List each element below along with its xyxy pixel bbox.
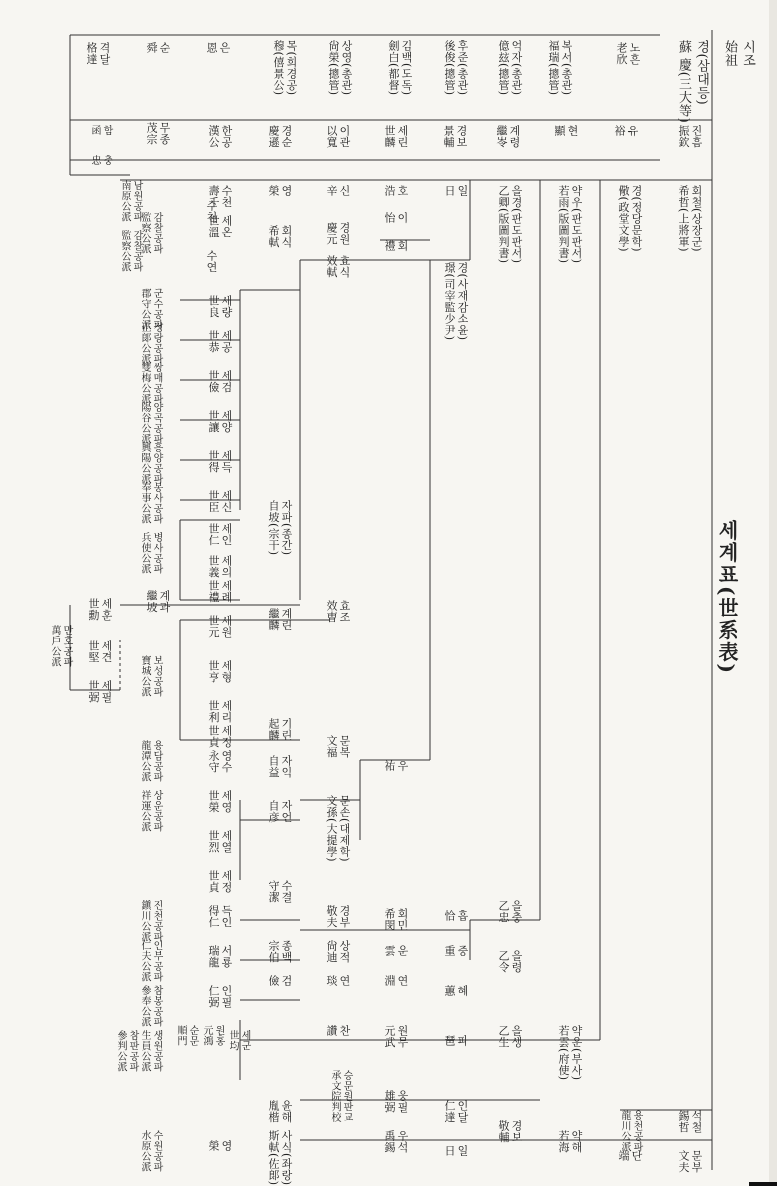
misc-node: 世堅	[87, 640, 100, 663]
misc-node: 世榮	[207, 790, 220, 813]
second-row-item: 振欽	[677, 125, 690, 148]
branch-clan: 군수공파	[151, 288, 162, 330]
top-row-item: 老欣	[615, 42, 628, 65]
misc-branch: 진천공파	[151, 900, 162, 942]
branch-clan: 雙梅公派	[139, 362, 150, 404]
misc-node: 文福	[325, 735, 338, 758]
top-row-item: 목(희경공)	[285, 40, 298, 96]
third-row-item: 회철(상장군)	[690, 185, 703, 253]
misc-node: 영	[220, 1140, 233, 1152]
misc-node: 연	[338, 975, 351, 987]
second-row-item: 忠	[89, 155, 100, 166]
branch-clan: 감찰공파	[151, 212, 162, 254]
misc-node: 계과	[158, 590, 171, 613]
misc-node: 승문원판교	[341, 1070, 352, 1123]
founder-label-hanja: 始祖	[722, 40, 737, 67]
misc-branch: 萬戶公派	[49, 625, 60, 667]
top-row-item: 상영(총관)	[340, 40, 353, 96]
second-row-item: 漢公	[207, 125, 220, 148]
branch-name: 세득	[220, 450, 233, 473]
misc-node: 혜	[456, 985, 469, 997]
branch-name: 世禮	[207, 580, 220, 603]
misc-node: 世亨	[207, 660, 220, 683]
misc-node: 문손(대제학)	[338, 795, 351, 863]
misc-node: 검	[280, 975, 293, 987]
misc-node: 希軾	[267, 225, 280, 248]
branch-name: 世義	[207, 555, 220, 578]
misc-branch: 남원공파	[131, 180, 142, 222]
misc-node: 世烈	[207, 830, 220, 853]
misc-node: 乙忠	[497, 900, 510, 923]
third-row-item: 회	[396, 240, 409, 252]
misc-node: 若海	[557, 1130, 570, 1153]
misc-node: 서룡	[220, 945, 233, 968]
top-row-item: 後俊(摠管)	[443, 40, 456, 96]
misc-node: 우석	[396, 1130, 409, 1153]
misc-branch: 만호공파	[61, 625, 72, 667]
misc-node: 세원	[220, 615, 233, 638]
misc-node: 世元	[207, 615, 220, 638]
misc-node: 흡	[456, 910, 469, 922]
third-row-item: 호	[396, 185, 409, 197]
second-row-item: 충	[101, 155, 112, 166]
branch-clan: 郡守公派	[139, 288, 150, 330]
misc-node: 세열	[220, 830, 233, 853]
branch-name: 世得	[207, 450, 220, 473]
top-row-item: 舜	[145, 42, 158, 54]
misc-node: 承文院判校	[329, 1070, 340, 1123]
misc-node: 乙生	[497, 1025, 510, 1048]
misc-node: 文夫	[677, 1150, 690, 1173]
misc-node: 기린	[280, 718, 293, 741]
misc-branch: 祥運公派	[139, 790, 150, 832]
misc-node: 胤楷	[267, 1100, 280, 1123]
misc-node: 世均	[227, 1030, 238, 1051]
misc-node: 을생	[510, 1025, 523, 1048]
top-row-item: 김백(도독)	[400, 40, 413, 96]
third-row-item: 乙卿(版圖判書)	[497, 185, 510, 264]
third-row-item: 일	[456, 185, 469, 197]
misc-node: 원홍	[213, 1025, 224, 1046]
misc-branch: 보성공파	[151, 655, 162, 697]
third-row-item: 璟(司宰監少尹)	[443, 262, 456, 341]
misc-node: 自益	[267, 755, 280, 778]
top-row-item: 후준(총관)	[456, 40, 469, 96]
misc-node: 수연	[205, 250, 218, 273]
misc-node: 繼坡	[145, 590, 158, 613]
founder-name-hanja: 蘇 慶(三大等)	[676, 40, 691, 124]
misc-node: 파	[456, 1035, 469, 1047]
misc-node: 세정	[220, 725, 233, 748]
misc-branch: 龍潭公派	[139, 740, 150, 782]
top-row-item: 노흔	[628, 42, 641, 65]
misc-node: 세훈	[100, 598, 113, 621]
misc-node: 우	[396, 760, 409, 772]
misc-node: 雄弼	[383, 1090, 396, 1113]
misc-branch: 인부공파	[151, 940, 162, 982]
branch-name: 세례	[220, 580, 233, 603]
misc-branch: 감찰공파	[131, 230, 142, 272]
third-row-item: 약우(판도판서)	[570, 185, 583, 264]
third-row-item: 수천	[220, 185, 233, 208]
misc-node: 敬夫	[325, 905, 338, 928]
second-row-item: 경순	[280, 125, 293, 148]
corner-mark	[749, 1182, 777, 1186]
misc-node: 원무	[396, 1025, 409, 1048]
top-row-item: 순	[158, 42, 171, 54]
branch-name: 世仁	[207, 523, 220, 546]
third-row-item: 儆(政堂文學)	[617, 185, 630, 253]
second-row-item: 繼岺	[495, 125, 508, 148]
misc-node: 自彦	[267, 800, 280, 823]
misc-node: 문부	[690, 1150, 703, 1173]
branch-clan: 陽谷公派	[139, 402, 150, 444]
third-row-item: 壽千	[207, 185, 220, 208]
misc-node: 윤해	[280, 1100, 293, 1123]
third-row-item: 榮	[267, 185, 280, 197]
misc-node: 세필	[100, 680, 113, 703]
second-row-item: 경보	[455, 125, 468, 148]
misc-node: 자익	[280, 755, 293, 778]
branch-name: 세온	[220, 215, 233, 238]
branch-clan: 奉事公派	[139, 482, 150, 524]
branch-name: 世儉	[207, 370, 220, 393]
misc-node: 인필	[220, 985, 233, 1008]
misc-node: 世弼	[87, 680, 100, 703]
misc-node: 웅필	[396, 1090, 409, 1113]
misc-node: 永守	[207, 750, 220, 773]
third-row-item: 禮	[383, 240, 396, 252]
misc-branch: 鎭川公派	[139, 900, 150, 942]
misc-node: 수결	[280, 880, 293, 903]
misc-branch: 참봉공파	[151, 985, 162, 1027]
misc-node: 세리	[220, 700, 233, 723]
misc-node: 琶	[443, 1035, 456, 1047]
misc-branch: 水原公派	[139, 1130, 150, 1172]
third-row-item: 효식	[338, 255, 351, 278]
misc-node: 得仁	[207, 905, 220, 928]
founder-name: 경(삼대등)	[694, 40, 709, 106]
misc-node: 琰	[325, 975, 338, 987]
misc-node: 禹錫	[383, 1130, 396, 1153]
branch-clan: 兵使公派	[139, 532, 150, 574]
second-row-item: 景輔	[442, 125, 455, 148]
top-row-item: 穆(僖景公)	[272, 40, 285, 96]
misc-node: 順門	[175, 1025, 186, 1046]
misc-branch: 참판공파	[127, 1030, 138, 1072]
branch-name: 世臣	[207, 490, 220, 513]
page-title: 세계표(世系表)	[715, 520, 739, 675]
top-row-item: 格達	[85, 42, 98, 65]
misc-node: 斯軾(佐郞)	[267, 1130, 280, 1186]
misc-branch: 용담공파	[151, 740, 162, 782]
misc-node: 경보	[510, 1120, 523, 1143]
misc-node: 회민	[396, 908, 409, 931]
misc-node: 讚	[325, 1025, 338, 1037]
misc-node: 起麟	[267, 718, 280, 741]
misc-node: 元鴻	[201, 1025, 212, 1046]
misc-node: 端	[617, 1150, 630, 1162]
third-row-item: 경(사재감소윤)	[456, 262, 469, 341]
second-row-item: 慶遜	[267, 125, 280, 148]
misc-node: 영수	[220, 750, 233, 773]
misc-node: 세견	[100, 640, 113, 663]
top-row-item: 격달	[98, 42, 111, 65]
misc-node: 상적	[338, 940, 351, 963]
second-row-item: 계령	[508, 125, 521, 148]
misc-node: 日	[443, 1145, 456, 1157]
branch-name: 世讓	[207, 410, 220, 433]
misc-node: 尙迪	[325, 940, 338, 963]
misc-node: 祐	[383, 760, 396, 772]
third-row-item: 怡	[383, 212, 396, 224]
misc-node: 약운(부사)	[570, 1025, 583, 1081]
misc-node: 계린	[280, 608, 293, 631]
misc-node: 世貞	[207, 870, 220, 893]
branch-name: 世良	[207, 295, 220, 318]
third-row-item: 辛	[325, 185, 338, 197]
third-row-item: 希哲(上將軍)	[677, 185, 690, 253]
misc-node: 仁弼	[207, 985, 220, 1008]
branch-clan: 양곡공파	[151, 402, 162, 444]
misc-branch: 參判公派	[115, 1030, 126, 1072]
second-row-item: 한공	[220, 125, 233, 148]
third-row-item: 경원	[338, 222, 351, 245]
misc-branch: 監察公派	[119, 230, 130, 272]
misc-node: 순문	[187, 1025, 198, 1046]
branch-clan: 흥양공파	[151, 442, 162, 484]
second-row-item: 世麟	[383, 125, 396, 148]
second-row-item: 顯	[553, 125, 566, 137]
misc-node: 세영	[220, 790, 233, 813]
branch-name: 세공	[220, 330, 233, 353]
misc-node: 을충	[510, 900, 523, 923]
misc-node: 重	[443, 945, 456, 957]
branch-clan: 쌍매공파	[151, 362, 162, 404]
third-row-item: 영	[280, 185, 293, 197]
top-row-item: 복서(총관)	[560, 40, 573, 96]
misc-node: 敬輔	[497, 1120, 510, 1143]
misc-node: 守潔	[267, 880, 280, 903]
branch-clan: 봉사공파	[151, 482, 162, 524]
third-row-item: 경(정당문학)	[630, 185, 643, 253]
misc-node: 문복	[338, 735, 351, 758]
misc-node: 경부	[338, 905, 351, 928]
branch-name: 세량	[220, 295, 233, 318]
branch-name: 세인	[220, 523, 233, 546]
misc-node: 文孫(大提學)	[325, 795, 338, 863]
third-row-item: 을경(판도판서)	[510, 185, 523, 264]
top-row-item: 恩	[205, 42, 218, 54]
misc-node: 乙令	[497, 950, 510, 973]
top-row-item: 尙榮(摠管)	[327, 40, 340, 96]
misc-node: 仁達	[443, 1100, 456, 1123]
misc-node: 종백	[280, 940, 293, 963]
branch-clan: 興陽公派	[139, 442, 150, 484]
misc-node: 찬	[338, 1025, 351, 1037]
misc-branch: 仁夫公派	[139, 940, 150, 982]
misc-node: 元武	[383, 1025, 396, 1048]
misc-node: 繼麟	[267, 608, 280, 631]
branch-clan: 監察公派	[139, 212, 150, 254]
misc-node: 若雲(府使)	[557, 1025, 570, 1081]
misc-node: 錫哲	[677, 1110, 690, 1133]
misc-node: 운	[396, 945, 409, 957]
misc-node: 세군	[239, 1030, 250, 1051]
misc-node: 을령	[510, 950, 523, 973]
misc-node: 宗伯	[267, 940, 280, 963]
misc-node: 自坡(宗干)	[267, 500, 280, 556]
second-row-item: 函	[89, 125, 100, 136]
third-row-item: 若雨(版圖判書)	[557, 185, 570, 264]
second-row-item: 유	[626, 125, 639, 137]
misc-node: 效曺	[325, 600, 338, 623]
misc-node: 사식(좌랑)	[280, 1130, 293, 1186]
misc-branch: 생원공파	[151, 1030, 162, 1072]
misc-branch: 용천공파	[631, 1110, 642, 1152]
third-row-item: 신	[338, 185, 351, 197]
branch-name: 世恭	[207, 330, 220, 353]
top-row-item: 억자(총관)	[510, 40, 523, 96]
second-row-item: 茂宗	[145, 122, 158, 145]
misc-node: 儉	[267, 975, 280, 987]
misc-node: 약해	[570, 1130, 583, 1153]
misc-branch: 生員公派	[139, 1030, 150, 1072]
misc-node: 일	[456, 1145, 469, 1157]
misc-node: 연	[396, 975, 409, 987]
branch-name: 세검	[220, 370, 233, 393]
misc-branch: 龍川公派	[619, 1110, 630, 1152]
top-row-item: 은	[218, 42, 231, 54]
misc-node: 단	[630, 1150, 643, 1162]
third-row-item: 浩	[383, 185, 396, 197]
second-row-item: 현	[566, 125, 579, 137]
page-edge	[769, 0, 777, 1186]
misc-node: 淵	[383, 975, 396, 987]
misc-node: 자언	[280, 800, 293, 823]
second-row-item: 以寬	[325, 125, 338, 148]
misc-node: 世利	[207, 700, 220, 723]
misc-node: 榮	[207, 1140, 220, 1152]
misc-branch: 寶城公派	[139, 655, 150, 697]
misc-node: 회식	[280, 225, 293, 248]
misc-node: 恰	[443, 910, 456, 922]
misc-node: 蕙	[443, 985, 456, 997]
misc-node: 雲	[383, 945, 396, 957]
misc-branch: 參奉公派	[139, 985, 150, 1027]
misc-node: 득인	[220, 905, 233, 928]
misc-node: 瑞龍	[207, 945, 220, 968]
misc-node: 世貞	[207, 725, 220, 748]
branch-name: 세의	[220, 555, 233, 578]
misc-node: 중	[456, 945, 469, 957]
top-row-item: 劍白(都督)	[387, 40, 400, 96]
second-row-item: 함	[101, 125, 112, 136]
misc-node: 세형	[220, 660, 233, 683]
branch-name: 世溫	[207, 215, 220, 238]
third-row-item: 이	[396, 212, 409, 224]
misc-branch: 수원공파	[151, 1130, 162, 1172]
second-row-item: 세린	[396, 125, 409, 148]
third-row-item: 效軾	[325, 255, 338, 278]
misc-node: 수천	[205, 200, 218, 223]
misc-node: 世勳	[87, 598, 100, 621]
misc-branch: 상운공파	[151, 790, 162, 832]
second-row-item: 무종	[158, 122, 171, 145]
branch-name: 세신	[220, 490, 233, 513]
branch-clan: 정랑공파	[151, 322, 162, 364]
branch-clan: 병사공파	[151, 532, 162, 574]
second-row-item: 裕	[613, 125, 626, 137]
misc-node: 希閔	[383, 908, 396, 931]
top-row-item: 福瑞(摠管)	[547, 40, 560, 96]
third-row-item: 日	[443, 185, 456, 197]
misc-branch: 南原公派	[119, 180, 130, 222]
second-row-item: 이관	[338, 125, 351, 148]
founder-label: 시조	[740, 40, 755, 67]
misc-node: 자파(종간)	[280, 500, 293, 556]
top-row-item: 億玆(摠管)	[497, 40, 510, 96]
misc-node: 석철	[690, 1110, 703, 1133]
misc-node: 효조	[338, 600, 351, 623]
branch-clan: 正郞公派	[139, 322, 150, 364]
branch-name: 세양	[220, 410, 233, 433]
misc-node: 인달	[456, 1100, 469, 1123]
misc-node: 세정	[220, 870, 233, 893]
second-row-item: 진흠	[690, 125, 703, 148]
third-row-item: 慶元	[325, 222, 338, 245]
